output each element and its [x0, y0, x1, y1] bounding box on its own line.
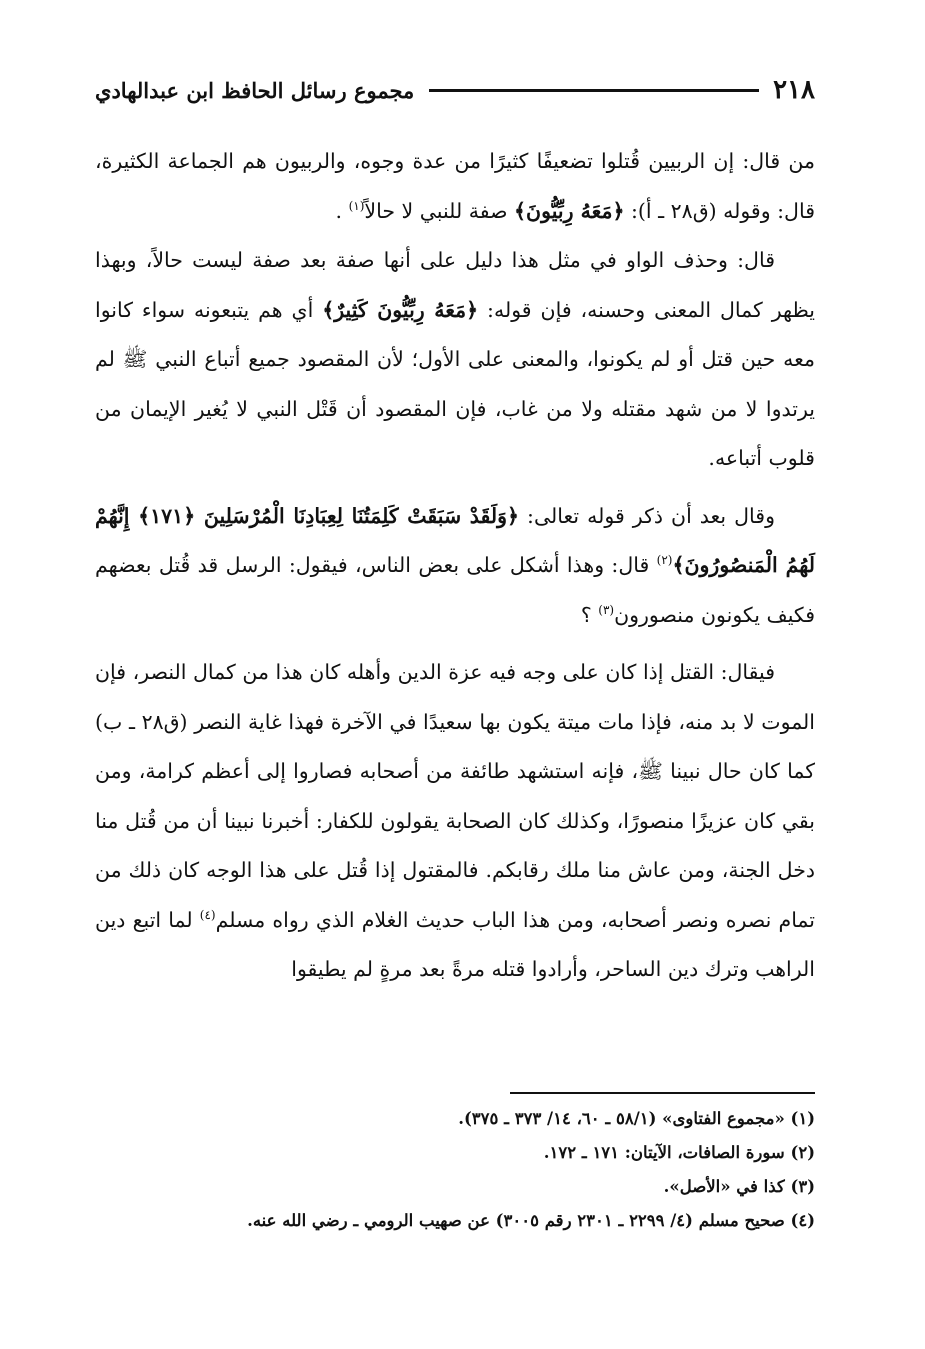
text-run: فيقال: القتل إذا كان على وجه فيه عزة الدين وأهله كان هذا من كمال النصر، فإن الموت لا بد منه، فإذا مات ميتة يكون بها سعيدًا في الآخرة فهذا غاية النصر (ق٢٨ ـ ب) كما كان حال نبينا ﷺ، فإنه استشهد طائفة من أصحابه فصاروا إلى أعظم كرامة، ومن بقي كان عزيزًا منصورًا، وكذلك كان الصحابة يقولون للكفار: أخبرنا نبينا أن من قُتل منا دخل الجنة، ومن عاش منا ملك رقابكم. فالمقتول إذا قُتل على هذا الوجه كان ذلك من تمام نصره ونصر أصحابه، ومن هذا الباب حديث الغلام الذي رواه مسلم [95, 660, 815, 932]
text-run: أي هم يتبعونه سواء كانوا معه حين قتل أو لم يكونوا، والمعنى على الأول؛ لأن المقصود جميع أتباع النبي ﷺ لم يرتدوا لا من شهد مقتله ولا من غاب، فإن المقصود أن قَتْل النبي لا يُغير الإيمان من قلوب أتباعه. [95, 297, 815, 470]
main-text [95, 137, 815, 995]
page-header [95, 70, 815, 110]
text-run: ؟ [580, 602, 599, 627]
text-run: وقال بعد أن ذكر قوله تعالى: [519, 503, 775, 528]
footnote-rule [510, 1092, 815, 1094]
footnote-4: (٤) صحيح مسلم (٤/ ٢٢٩٩ ـ ٢٣٠١ رقم ٣٠٠٥) عن صهيب الرومي ـ رضي الله عنه. [247, 1211, 815, 1230]
header-rule [429, 89, 759, 92]
paragraph [95, 492, 815, 641]
quran-verse: ﴿مَعَهُ رِبِّيُّونَ كَثِيرٌ﴾ [322, 297, 479, 322]
text-run: صفة للنبي لا حالاً [364, 198, 515, 223]
quran-verse: ﴿مَعَهُ رِبِّيُّونَ﴾ [514, 198, 625, 223]
paragraph [95, 137, 815, 236]
text-run: من قال: إن الربيين قُتلوا تضعيفًا كثيرًا من عدة وجوه، والربيون هم الجماعة الكثيرة، قال: وقوله (ق٢٨ ـ أ): [95, 149, 815, 223]
text-run: لما اتبع دين الراهب وترك دين الساحر، وأرادوا قتله مرةً بعد مرةٍ لم يطيقوا [95, 907, 815, 981]
footnote-marker: (٤) [199, 907, 216, 922]
footnote-marker: (٣) [598, 602, 615, 617]
text-run: . [335, 198, 349, 223]
footnote-marker: (١) [348, 198, 365, 213]
book-title: مجموع رسائل الحافظ ابن عبدالهادي [95, 77, 415, 103]
footnote-2: (٢) سورة الصافات، الآيتان: ١٧١ ـ ١٧٢. [543, 1143, 815, 1162]
page-number: ٢١٨ [773, 75, 815, 105]
text-run: قال: وحذف الواو في مثل هذا دليل على أنها صفة بعد صفة ليست حالاً، وبهذا يظهر كمال المعنى وحسنه، فإن قوله: [95, 248, 815, 322]
footnotes [95, 1102, 815, 1238]
quran-verse: ﴿وَلَقَدْ سَبَقَتْ كَلِمَتُنَا لِعِبَادِنَا الْمُرْسَلِينَ ﴿١٧١﴾ إِنَّهُمْ لَهُمُ الْمَنصُورُونَ﴾ [95, 503, 815, 577]
paragraph [95, 236, 815, 484]
footnote-marker: (٢) [656, 553, 673, 568]
text-run: قال: وهذا أشكل على بعض الناس، فيقول: الرسل قد قُتل بعضهم فكيف يكونون منصورون [95, 553, 815, 627]
footnote-1: (١) «مجموع الفتاوى» (٥٨/١ ـ ٦٠، ١٤/ ٣٧٣ ـ ٣٧٥). [458, 1109, 815, 1128]
paragraph [95, 648, 815, 995]
footnote-3: (٣) كذا في «الأصل». [663, 1177, 815, 1196]
